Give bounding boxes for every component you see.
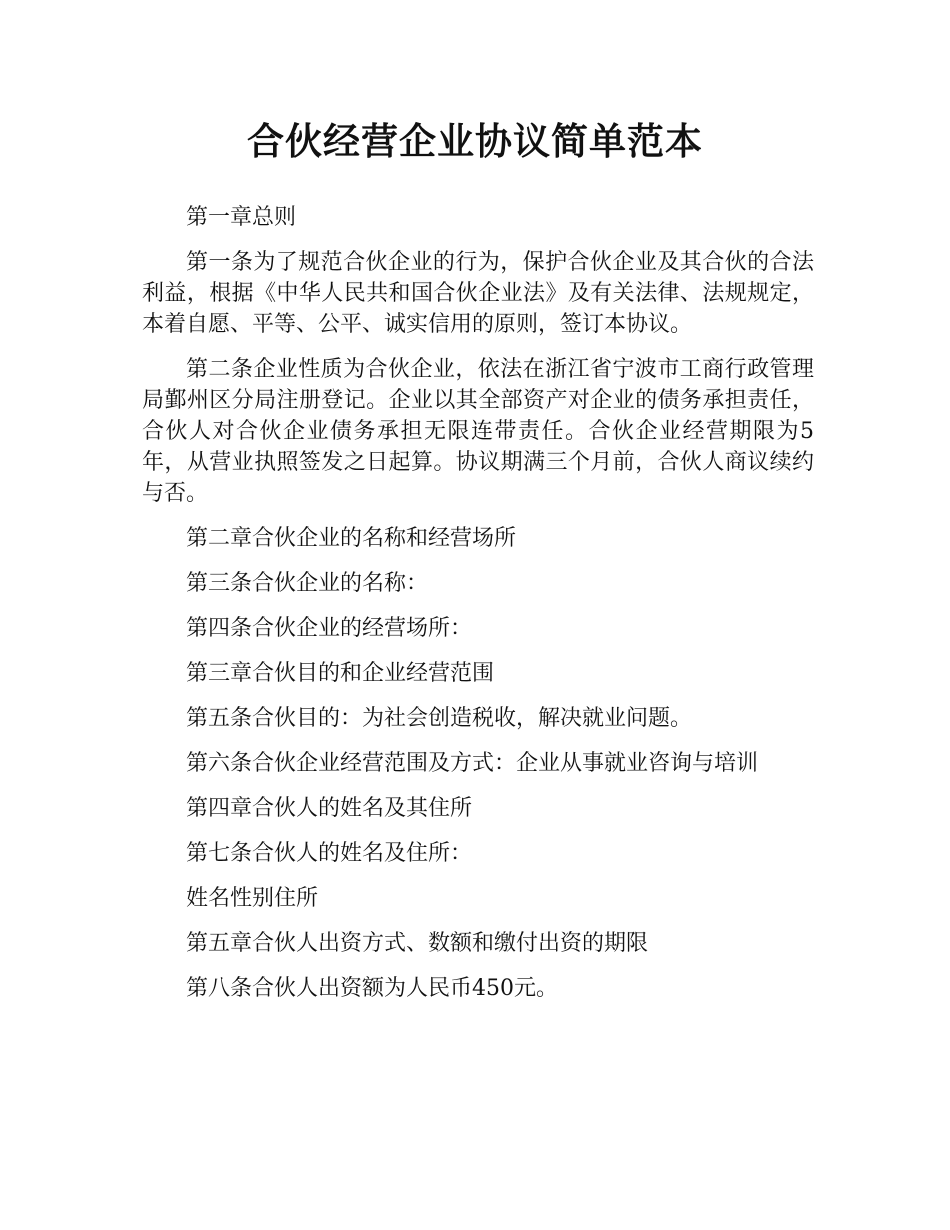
chapter-4-heading: 第四章合伙人的姓名及其住所 — [186, 796, 473, 821]
article-8: 第八条合伙人出资额为人民币450元。 — [186, 976, 558, 1001]
chapter-5-heading: 第五章合伙人出资方式、数额和缴付出资的期限 — [186, 931, 649, 956]
partner-table-header: 姓名性别住所 — [186, 886, 319, 911]
article-1: 第一条为了规范合伙企业的行为，保护合伙企业及其合伙的合法利益，根据《中华人民共和国合伙企业法》及有关法律、法规规定，本着自愿、平等、公平、诚实信用的原则，签订本协议。 — [142, 250, 814, 337]
article-4: 第四条合伙企业的经营场所： — [186, 616, 473, 641]
article-6: 第六条合伙企业经营范围及方式：企业从事就业咨询与培训 — [186, 751, 759, 776]
article-3: 第三条合伙企业的名称： — [186, 571, 429, 596]
article-7: 第七条合伙人的姓名及住所： — [186, 841, 473, 866]
document-body — [142, 202, 814, 1018]
article-2: 第二条企业性质为合伙企业，依法在浙江省宁波市工商行政管理局鄞州区分局注册登记。企业以其全部资产对企业的债务承担责任，合伙人对合伙企业债务承担无限连带责任。合伙企业经营期限为5年，从营业执照签发之日起算。协议期满三个月前，合伙人商议续约与否。 — [142, 357, 814, 506]
chapter-1-heading: 第一章总则 — [186, 205, 297, 230]
chapter-2-heading: 第二章合伙企业的名称和经营场所 — [186, 526, 517, 551]
document-title: 合伙经营企业协议简单范本 — [247, 120, 703, 163]
chapter-3-heading: 第三章合伙目的和企业经营范围 — [186, 661, 495, 686]
article-5: 第五条合伙目的：为社会创造税收，解决就业问题。 — [186, 706, 693, 731]
